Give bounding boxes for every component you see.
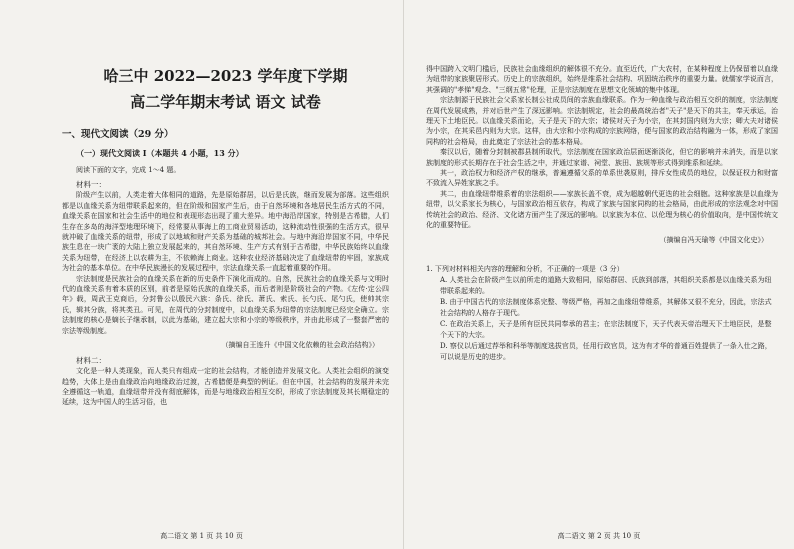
question-1-option-b: B. 由于中国古代的宗法制度体系完整、等级严格，再加之血缘纽带维系，其解体又很不充分，因此，宗法式社会结构的人格存于现代。 <box>440 297 772 317</box>
section-heading: 一、现代文阅读（29 分） <box>62 129 174 140</box>
page-footer-left: 高二语文 第 1 页 共 10 页 <box>160 532 243 540</box>
question-1-stem: 1. 下列对材料相关内容的理解和分析，不正确的一项是（3 分） <box>426 264 624 273</box>
material1-label: 材料一： <box>76 180 106 190</box>
page-right <box>404 0 794 549</box>
material1-source: （摘编自王连升《中国文化依赖的社会政治结构》） <box>221 341 379 350</box>
page-footer-right: 高二语文 第 2 页 共 10 页 <box>557 532 641 540</box>
material2-continued: 得中国跨入文明门槛后，民族社会血缘组织的解体很不充分。直至近代，广大农村，在某种程度上仍保留着以血缘为纽带的家族聚居形式。历史上的宗族组织，始终是维系社会结构、巩固统治秩序的重要力量。就儒家学说而言，其强调的"孝悌"观念、"三纲五常"伦理，正是宗法制度在思想文化领域的集中体现。 <box>426 65 778 94</box>
reading-instruction: 阅读下面的文字，完成 1～4 题。 <box>76 166 181 174</box>
material2-paragraph3: 秦汉以后，随着分封制被郡县制所取代，宗法制度在国家政治层面逐渐淡化，但它的影响并未消失，而是以家族制度的形式长期存在于社会生活之中，并通过家谱、祠堂、族田、族规等形式得到维系和延续。 <box>426 148 778 167</box>
material2-source: （摘编自冯天瑜等《中国文化史》） <box>659 235 768 244</box>
question-1-option-d: D. 察仪以后通过荐举和科举等制度选拔官员，任用行政官员，这为有才华的普通百姓提供了一条入仕之路，可以说是历史的进步。 <box>440 341 772 361</box>
subsection-heading: （一）现代文阅读 I（本题共 4 小题，13 分） <box>76 148 244 158</box>
material2-paragraph4: 其一，政治权力和经济产权的继承，普遍遵循父系的单系世袭原则，排斥女性成员的地位，以保证权力和财富不致流入异姓家族之手。 <box>426 169 778 188</box>
question-1-option-a: A. 人类社会在阶级产生以前所走的道路大致相同，原始群居、氏族到部落，其组织关系都是以血缘关系为纽带联系起来的。 <box>440 275 772 295</box>
material1-paragraph2: 宗法制度是民族社会的血缘关系在新的历史条件下演化而成的。自然，民族社会的血缘关系与文明时代的血缘关系有着本质的区别，前者是原始氏族的血缘关系，而后者则是阶级社会的产物。《左传·定公四年》载，周武王克商后，分封鲁公以殷民六族：条氏、徐氏、萧氏、索氏、长勺氏、尾勺氏，使帅其宗氏，辑其分族，将其类丑。可见，在周代的分封制度中，以血缘关系为纽带的宗法制度已经完全确立。宗法制度的核心是嫡长子继承制，以此为基础，建立起大宗和小宗的等级秩序，并由此形成了一整套严密的宗法等级制度。 <box>62 274 389 335</box>
exam-title-line1: 哈三中 2022—2023 学年度下学期 <box>103 67 348 85</box>
material2-paragraph2: 宗法制源于民族社会父系家长制公社成员间的亲族血缘联系。作为一种血缘与政治相互交织的制度，宗法制度在周代发展成熟，并对后世产生了深远影响。宗法制规定，社会的最高统治者"天子"是天下的共主，奉天承运，治理天下土地臣民。以血缘关系而论，天子是天下的大宗；诸侯对天子为小宗，在其封国内则为大宗；卿大夫对诸侯为小宗，在其采邑内则为大宗。这样，由大宗和小宗构成的宗族网络，便与国家的政治结构融为一体，形成了家国同构的社会格局，由此奠定了宗法社会的基本格局。 <box>426 96 778 146</box>
material2-paragraph1: 文化是一种人类现象，而人类只有组成一定的社会结构，才能创造并发展文化。人类社会组织的演变趋势，大体上是由血缘政治向地缘政治过渡，古希腊便是典型的例证。但在中国，社会结构的发展并未完全遵循这一轨道，血缘纽带并没有彻底解体，而是与地缘政治相互交织，形成了宗法制度及其长期稳定的延续，这为中国人的生活习俗，也 <box>62 367 389 407</box>
material2-paragraph5: 其二，由血缘纽带维系着的宗法组织——家族长盖不衰，成为超越朝代更迭的社会细胞。这种家族是以血缘为纽带，以父系家长为核心，与国家政治相互依存，构成了家族与国家同构的社会格局，由此形成的宗法观念对中国传统社会的政治、经济、文化诸方面产生了深远的影响。以家族为本位、以伦理为核心的价值取向，是中国传统文化的重要特征。 <box>426 189 778 230</box>
question-1 <box>426 264 778 363</box>
material1-paragraph1: 阶级产生以前，人类走着大体相同的道路，先是原始群居，以后是氏族，继而发展为部落。这些组织都是以血缘关系为纽带联系起来的，但在阶级和国家产生后，由于自然环境和各地居民生活方式的不同，血缘关系在国家和社会生活中的地位和表现形态出现了重大差异。地中海沿岸国家，特别是古希腊，人们生存在多岛的海洋型地理环境下，经常要从事海上的工商业贸易活动，这种流动性很强的生活方式，很早就冲破了血缘关系的纽带，形成了以地域和财产关系为基础的城邦社会。与地中海沿岸国家不同，中华民族生息在一块广袤的大陆上独立发展起来的，其自然环境、生产方式有别于古希腊，中华民族始终以血缘关系为纽带，在经济上以农耕为主，不依赖海上商业。这种农业经济基础决定了血缘纽带的牢固，家族成为社会的基本单位。在中华民族漫长的发展过程中，宗法血缘关系一直起着重要的作用。 <box>62 191 389 273</box>
exam-title-line2: 高二学年期末考试 语文 试卷 <box>130 93 321 111</box>
question-1-option-c: C. 在政治关系上，天子是所有臣民共同奉承的君主；在宗法制度下，天子代表天帝治理天下土地臣民，是整个天下的大宗。 <box>440 319 772 339</box>
material2-label: 材料二： <box>76 356 106 366</box>
